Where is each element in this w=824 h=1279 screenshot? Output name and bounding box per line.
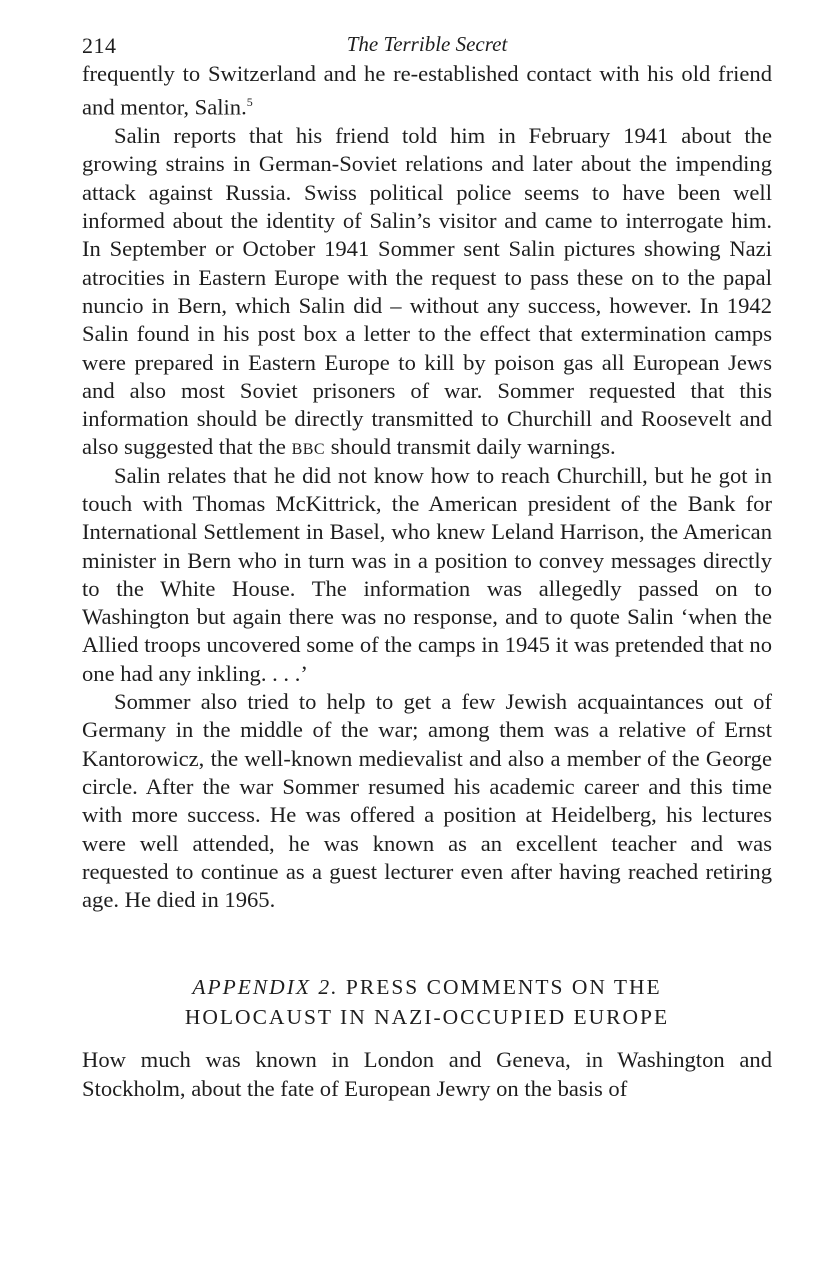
appendix-body	[82, 1046, 772, 1103]
paragraph-salin-reports	[82, 122, 772, 462]
paragraph-text: Salin reports that his friend told him in February 1941 about the growing strains in German-Soviet relations and later about the impending attack against Russia. Swiss political police seems to have been well informed about the identity of Salin’s visitor and came to interrogate him. In September or October 1941 Sommer sent Salin pictures showing Nazi atrocities in Eastern Europe with the request to pass these on to the papal nuncio in Bern, which Salin did – without any success, however. In 1942 Salin found in his post box a letter to the effect that extermination camps were prepared in Eastern Europe to kill by poison gas all European Jews and also most Soviet prisoners of war. Sommer requested that this information should be directly transmitted to Churchill and Roosevelt and also suggested that the	[82, 123, 772, 460]
small-caps-abbrev: bbc	[291, 434, 326, 460]
appendix-paragraph	[82, 1046, 772, 1103]
running-title: The Terrible Secret	[346, 32, 508, 56]
page-number: 214	[82, 33, 117, 58]
chapter-body	[82, 60, 772, 914]
appendix-label: APPENDIX 2.	[192, 975, 339, 1000]
running-head	[82, 28, 772, 60]
book-page	[82, 28, 772, 1103]
paragraph-continuation	[82, 60, 772, 122]
paragraph-text: Sommer also tried to help to get a few Jewish acquaintances out of Germany in the middle of the war; among them was a relative of Ernst Kantorowicz, the well-known medievalist and also a member of the George circle. After the war Sommer resumed his academic career and this time with more success. He was offered a position at Heidelberg, his lectures were well attended, he was known as an excellent teacher and was requested to continue as a guest lecturer even after having reached retiring age. He died in 1965.	[82, 689, 772, 913]
paragraph-text: Salin relates that he did not know how to reach Churchill, but he got in touch with Thomas McKittrick, the American president of the Bank for International Settlement in Basel, who knew Leland Harrison, the American minister in Bern who in turn was in a position to convey messages directly to the White House. The information was allegedly passed on to Washington but again there was no response, and to quote Salin ‘when the Allied troops uncovered some of the camps in 1945 it was pretended that no one had any inkling. . . .’	[82, 462, 772, 686]
footnote-marker[interactable]: 5	[246, 95, 253, 110]
appendix-title-line2: HOLOCAUST IN NAZI-OCCUPIED EUROPE	[184, 1005, 670, 1030]
paragraph-text: How much was known in London and Geneva, in Washington and Stockholm, about the fate of European Jewry on the basis of	[82, 1047, 772, 1101]
paragraph-salin-relates	[82, 462, 772, 688]
paragraph-text: should transmit daily warnings.	[325, 434, 616, 460]
paragraph-text: frequently to Switzerland and he re-established contact with his old friend and mentor, Salin.	[82, 61, 772, 120]
appendix-heading-line1	[82, 972, 772, 1002]
appendix-heading	[82, 972, 772, 1032]
appendix-title-line1: PRESS COMMENTS ON THE	[345, 975, 662, 1000]
paragraph-sommer-also	[82, 688, 772, 914]
